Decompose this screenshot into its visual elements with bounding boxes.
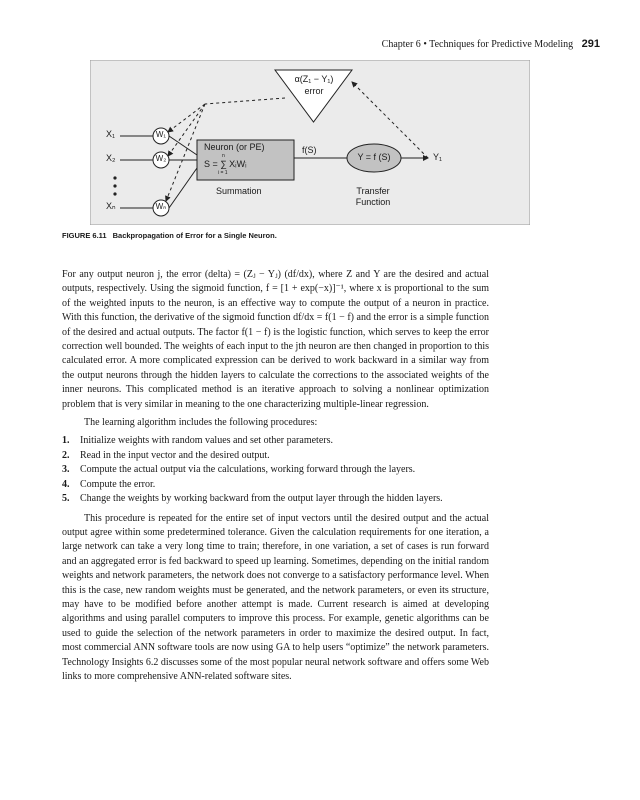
step-text: Compute the actual output via the calculations, working forward through the layers. bbox=[80, 464, 416, 476]
neuron-title: Neuron (or PE) bbox=[204, 142, 265, 152]
step-text: Initialize weights with random values and set other parameters. bbox=[80, 435, 333, 447]
sum-formula: S = ∑ XᵢWᵢ bbox=[204, 159, 247, 169]
summation-label: Summation bbox=[216, 186, 262, 196]
chapter-label: Chapter 6 bbox=[381, 39, 421, 50]
backprop-figure bbox=[90, 60, 530, 225]
ellipsis-dot bbox=[113, 184, 116, 187]
function-label: Function bbox=[355, 197, 391, 207]
step-text: Compute the error. bbox=[80, 478, 156, 490]
step-number: 3. bbox=[62, 464, 70, 476]
figure-number: FIGURE 6.11 bbox=[62, 231, 107, 240]
sum-lower-limit: i = 1 bbox=[218, 170, 228, 176]
list-item bbox=[62, 434, 489, 448]
ellipsis-dot bbox=[113, 192, 116, 195]
chapter-title: Techniques for Predictive Modeling bbox=[429, 39, 574, 50]
step-number: 2. bbox=[62, 449, 70, 461]
body-text bbox=[62, 268, 489, 684]
step-number: 4. bbox=[62, 478, 70, 490]
running-header bbox=[382, 38, 600, 50]
sum-upper-limit: n bbox=[222, 153, 225, 159]
list-item bbox=[62, 478, 489, 492]
weight-w1: W₁ bbox=[155, 130, 167, 139]
list-item bbox=[62, 449, 489, 463]
input-x1: X₁ bbox=[106, 129, 116, 139]
weight-wn: Wₙ bbox=[155, 202, 167, 211]
input-x2: X₂ bbox=[106, 153, 116, 163]
header-separator: • bbox=[423, 39, 427, 50]
fs-label: f(S) bbox=[302, 145, 317, 155]
paragraph-2: The learning algorithm includes the following procedures: bbox=[84, 417, 318, 429]
page-number: 291 bbox=[581, 38, 600, 50]
figure-caption bbox=[62, 231, 283, 240]
weight-w2: W₂ bbox=[155, 154, 167, 163]
error-label: error bbox=[304, 86, 324, 96]
step-text: Change the weights by working backward from the output layer through the hidden layers. bbox=[80, 493, 443, 505]
procedure-list bbox=[62, 434, 489, 506]
input-xn: Xₙ bbox=[106, 201, 116, 211]
step-number: 5. bbox=[62, 493, 70, 505]
output-y1: Y₁ bbox=[433, 152, 443, 162]
paragraph-1: For any output neuron j, the error (delta) = (Zⱼ − Yⱼ) (df/dx), where Z and Y are the desired and actual outputs, respectively. Using the sigmoid function, f = [1 + exp(−x)]⁻¹, where x is proportional to the sum of the weighted inputs to the neuron, is an effective way to compute the output of a neuron in practice. With this function, the derivative of the sigmoid function df/dx = f(1 − f) and the error is a simple function of the desired and actual outputs. The factor f(1 − f) is the logistic function, which serves to keep the error correction well bounded. The weights of each input to the jth neuron are then changed in proportion to this calculated error. A more complicated expression can be derived to work backward in a similar way from the output neurons through the hidden layers to calculate the corrections to the associated weights of the inner neurons. This complicated method is an iterative approach to solving a nonlinear optimization problem that is very similar in meaning to the one characterizing multiple-linear regression. bbox=[62, 269, 489, 410]
transfer-node-label: Y = f (S) bbox=[357, 152, 391, 162]
figure-caption-text: Backpropagation of Error for a Single Neuron. bbox=[112, 231, 277, 240]
step-text: Read in the input vector and the desired output. bbox=[80, 449, 270, 461]
paragraph-3: This procedure is repeated for the entire set of input vectors until the desired output and the actual output agree within some predetermined tolerance. Given the calculation requirements for one iteration, a large network can take a very long time to train; therefore, in one variation, a set of cases is run forward and an aggregated error is fed backward to speed up learning. Sometimes, depending on the initial random weights and network parameters, the network does not converge to a satisfactory performance level. When this is the case, new random weights must be generated, and the network parameters, or even its structure, may have to be modified before another attempt is made. Current research is aimed at developing algorithms and using parallel computers to improve this process. For example, genetic algorithms can be used to guide the selection of the network parameters in order to maximize the desired output. In fact, most commercial ANN software tools are now using GA to help users “optimize” the network parameters. Technology Insights 6.2 discusses some of the most popular neural network software and offers some Web links to more comprehensive ANN-related software sites. bbox=[62, 512, 489, 682]
ellipsis-dot bbox=[113, 176, 116, 179]
list-item bbox=[62, 492, 489, 506]
error-formula: α(Z₁ − Y₁) bbox=[294, 74, 334, 84]
step-number: 1. bbox=[62, 435, 70, 447]
list-item bbox=[62, 463, 489, 477]
transfer-label: Transfer bbox=[356, 186, 390, 196]
